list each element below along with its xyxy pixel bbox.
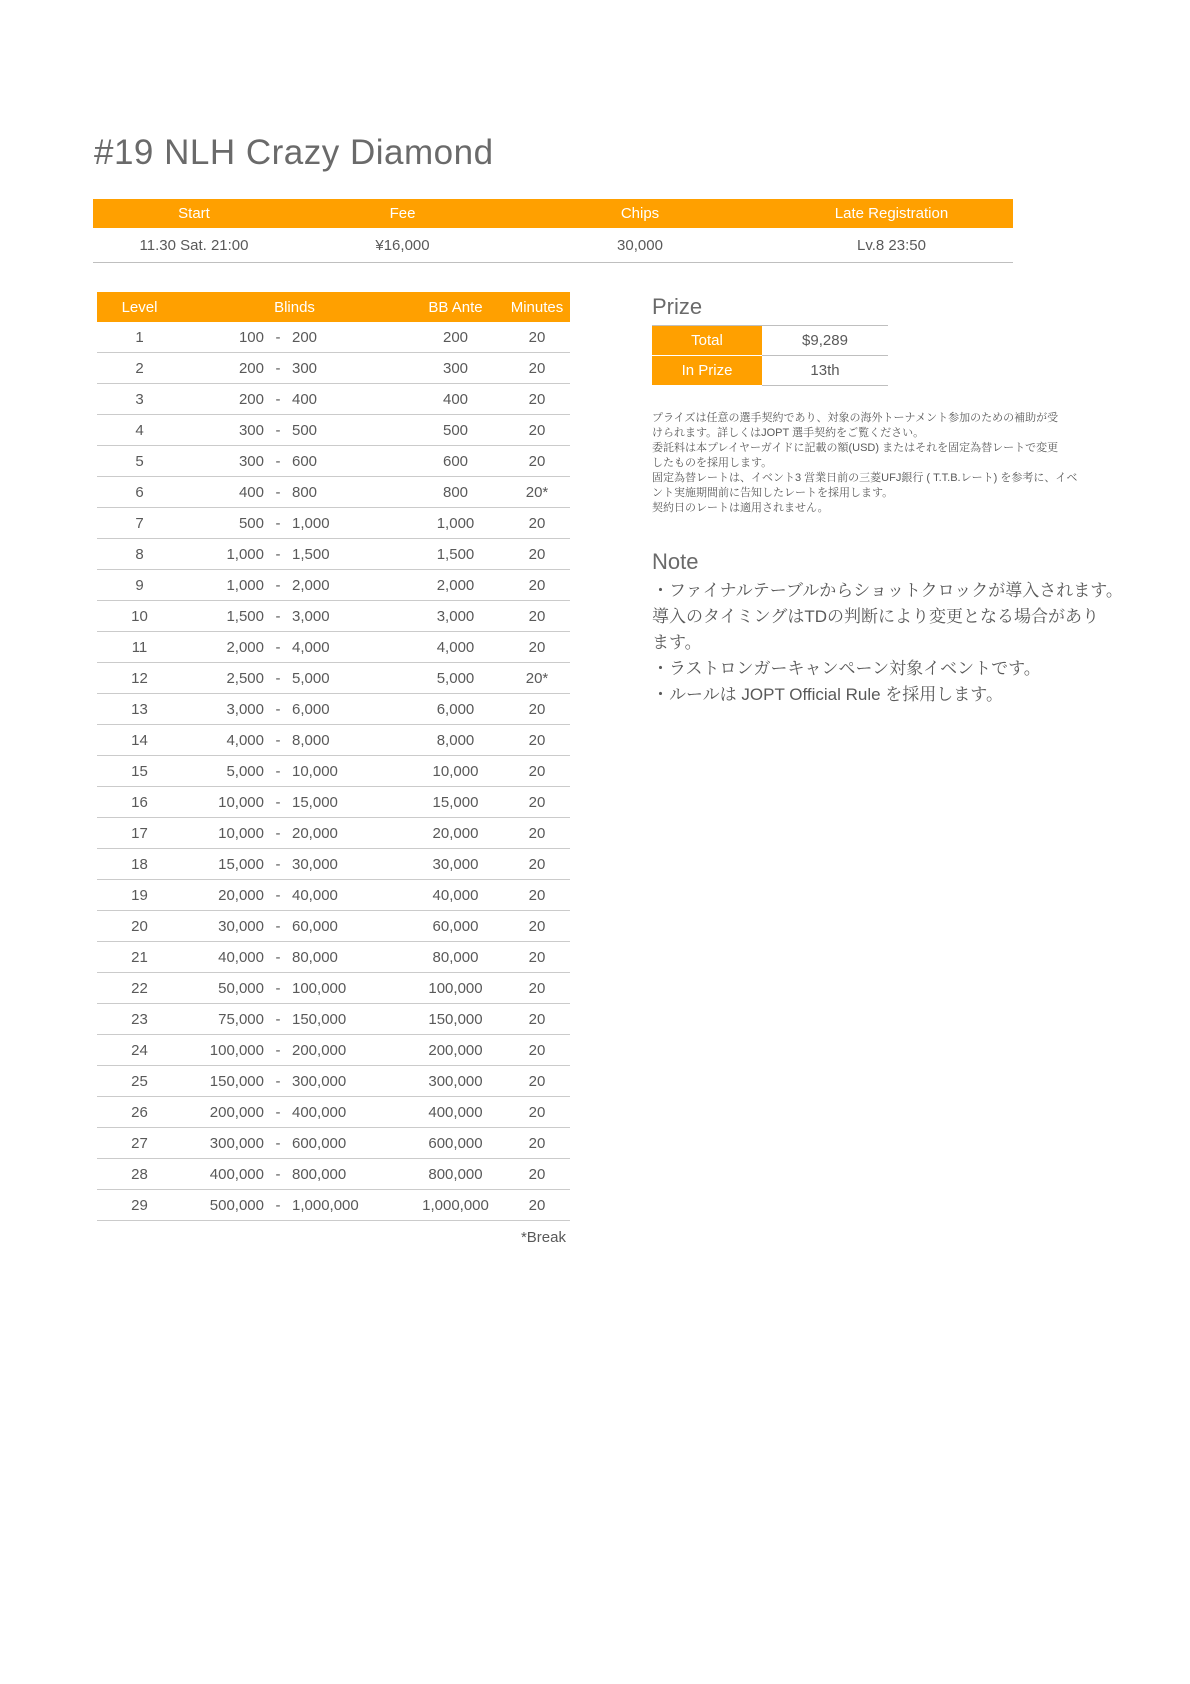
fine-print-line: したものを採用します。 (652, 457, 773, 469)
big-blind-cell: 400 (292, 390, 318, 408)
small-blind-cell: 75,000 (218, 1010, 264, 1028)
blinds-dash: - (275, 390, 281, 408)
big-blind-cell: 600,000 (292, 1134, 347, 1152)
bb-ante-cell: 1,000,000 (422, 1196, 489, 1214)
blinds-dash: - (275, 328, 281, 346)
blinds-table-row (97, 756, 570, 787)
blinds-table-row (97, 1128, 570, 1159)
minutes-cell: 20 (528, 1165, 546, 1183)
minutes-cell: 20 (528, 1010, 546, 1028)
big-blind-cell: 4,000 (292, 638, 330, 656)
prize-row-label: Total (652, 326, 762, 355)
blinds-table-row (97, 1097, 570, 1128)
small-blind-cell: 10,000 (218, 793, 264, 811)
small-blind-cell: 500 (238, 514, 264, 532)
event-title: #19 NLH Crazy Diamond (94, 133, 494, 172)
minutes-cell: 20 (528, 421, 546, 439)
blinds-dash: - (275, 948, 281, 966)
info-value-fee: ¥16,000 (375, 236, 430, 254)
level-cell: 17 (131, 824, 148, 842)
note-line: ・ルールは JOPT Official Rule を採用します。 (652, 685, 1003, 704)
level-cell: 25 (131, 1072, 148, 1090)
level-cell: 28 (131, 1165, 148, 1183)
blinds-header-row (97, 292, 570, 322)
prize-row (652, 356, 888, 386)
bb-ante-cell: 300,000 (428, 1072, 483, 1090)
blinds-dash: - (275, 700, 281, 718)
blinds-dash: - (275, 793, 281, 811)
note-line: ます。 (652, 633, 702, 652)
note-line: 導入のタイミングはTDの判断により変更となる場合があり (652, 607, 1099, 626)
note-line: ・ファイナルテーブルからショットクロックが導入されます。 (652, 581, 1123, 600)
fine-print-line: 固定為替レートは、イベント3 営業日前の三菱UFJ銀行 ( T.T.B.レート) を参考に、イベ (652, 472, 1078, 484)
blinds-table-row (97, 601, 570, 632)
level-cell: 11 (131, 638, 148, 656)
blinds-table-row (97, 663, 570, 694)
level-cell: 7 (135, 514, 144, 532)
prize-table (652, 325, 888, 386)
big-blind-cell: 1,000,000 (292, 1196, 359, 1214)
bb-ante-cell: 200,000 (428, 1041, 483, 1059)
info-header-late-registration: Late Registration (834, 205, 949, 222)
bb-ante-cell: 800,000 (428, 1165, 483, 1183)
blinds-dash: - (275, 452, 281, 470)
level-cell: 9 (135, 576, 144, 594)
prize-fine-print (652, 411, 1112, 516)
blinds-table-row (97, 539, 570, 570)
blinds-table-row (97, 446, 570, 477)
small-blind-cell: 2,000 (226, 638, 264, 656)
level-cell: 8 (135, 545, 144, 563)
bb-ante-cell: 4,000 (436, 638, 475, 656)
fine-print-line: プライズは任意の選手契約であり、対象の海外トーナメント参加のための補助が受 (652, 412, 1059, 424)
blinds-rows (97, 322, 570, 1221)
big-blind-cell: 600 (292, 452, 318, 470)
bb-ante-cell: 150,000 (428, 1010, 483, 1028)
big-blind-cell: 1,500 (292, 545, 330, 563)
minutes-cell: 20 (528, 452, 546, 470)
small-blind-cell: 1,000 (226, 545, 264, 563)
level-cell: 23 (131, 1010, 148, 1028)
minutes-cell: 20 (528, 731, 546, 749)
blinds-dash: - (275, 1041, 281, 1059)
big-blind-cell: 500 (292, 421, 318, 439)
minutes-cell: 20 (528, 1103, 546, 1121)
bb-ante-cell: 10,000 (432, 762, 479, 780)
blinds-table-row (97, 1004, 570, 1035)
level-cell: 3 (135, 390, 144, 408)
small-blind-cell: 150,000 (209, 1072, 264, 1090)
big-blind-cell: 300 (292, 359, 318, 377)
big-blind-cell: 30,000 (292, 855, 338, 873)
bb-ante-cell: 2,000 (436, 576, 475, 594)
minutes-cell: 20 (528, 514, 546, 532)
blinds-dash: - (275, 514, 281, 532)
big-blind-cell: 200 (292, 328, 318, 346)
blinds-structure-table (97, 292, 570, 1253)
blinds-dash: - (275, 607, 281, 625)
small-blind-cell: 300 (238, 421, 264, 439)
level-cell: 26 (131, 1103, 148, 1121)
info-header-fee: Fee (389, 205, 416, 222)
bb-ante-cell: 3,000 (436, 607, 475, 625)
blinds-table-row (97, 818, 570, 849)
small-blind-cell: 4,000 (226, 731, 264, 749)
blinds-dash: - (275, 731, 281, 749)
blinds-dash: - (275, 638, 281, 656)
info-header-chips: Chips (620, 205, 660, 222)
big-blind-cell: 1,000 (292, 514, 330, 532)
blinds-table-row (97, 1159, 570, 1190)
minutes-cell: 20 (528, 700, 546, 718)
prize-row-value: 13th (762, 356, 888, 386)
small-blind-cell: 1,500 (226, 607, 264, 625)
level-cell: 21 (131, 948, 148, 966)
blinds-dash: - (275, 886, 281, 904)
bb-ante-cell: 15,000 (432, 793, 479, 811)
blinds-dash: - (275, 669, 281, 687)
info-value-start: 11.30 Sat. 21:00 (139, 236, 249, 254)
right-column (652, 294, 1123, 708)
big-blind-cell: 80,000 (292, 948, 338, 966)
small-blind-cell: 300,000 (209, 1134, 264, 1152)
big-blind-cell: 800 (292, 483, 318, 501)
level-cell: 18 (131, 855, 148, 873)
blinds-table-row (97, 942, 570, 973)
bb-ante-cell: 100,000 (428, 979, 483, 997)
level-cell: 4 (135, 421, 144, 439)
blinds-dash: - (275, 1072, 281, 1090)
blinds-dash: - (275, 1196, 281, 1214)
note-line: ・ラストロンガーキャンペーン対象イベントです。 (652, 659, 1041, 678)
note-list (652, 578, 1123, 708)
minutes-cell: 20 (528, 359, 546, 377)
bb-ante-cell: 400 (442, 390, 469, 408)
header-bb-ante: BB Ante (428, 298, 483, 316)
bb-ante-cell: 20,000 (432, 824, 479, 842)
bb-ante-cell: 80,000 (432, 948, 479, 966)
blinds-table-row (97, 787, 570, 818)
big-blind-cell: 5,000 (292, 669, 330, 687)
small-blind-cell: 40,000 (218, 948, 264, 966)
minutes-cell: 20 (528, 948, 546, 966)
blinds-table-row (97, 384, 570, 415)
blinds-table-row (97, 632, 570, 663)
blinds-dash: - (275, 855, 281, 873)
prize-row-value: $9,289 (762, 326, 888, 356)
blinds-dash: - (275, 917, 281, 935)
small-blind-cell: 100 (238, 328, 264, 346)
bb-ante-cell: 600,000 (428, 1134, 483, 1152)
small-blind-cell: 10,000 (218, 824, 264, 842)
small-blind-cell: 500,000 (209, 1196, 264, 1214)
blinds-table-row (97, 849, 570, 880)
level-cell: 19 (131, 886, 148, 904)
small-blind-cell: 50,000 (218, 979, 264, 997)
big-blind-cell: 100,000 (292, 979, 347, 997)
minutes-cell: 20 (528, 1041, 546, 1059)
minutes-cell: 20 (528, 824, 546, 842)
blinds-dash: - (275, 1134, 281, 1152)
blinds-dash: - (275, 979, 281, 997)
minutes-cell: 20 (528, 1196, 546, 1214)
fine-print-line: ント実施期間前に告知したレートを採用します。 (652, 487, 894, 499)
blinds-dash: - (275, 359, 281, 377)
blinds-dash: - (275, 762, 281, 780)
minutes-cell: 20 (528, 545, 546, 563)
small-blind-cell: 200,000 (209, 1103, 264, 1121)
blinds-table-row (97, 570, 570, 601)
minutes-cell: 20 (528, 979, 546, 997)
big-blind-cell: 150,000 (292, 1010, 347, 1028)
bb-ante-cell: 800 (442, 483, 469, 501)
small-blind-cell: 400,000 (209, 1165, 264, 1183)
level-cell: 16 (131, 793, 148, 811)
level-cell: 14 (131, 731, 148, 749)
blinds-table-row (97, 415, 570, 446)
header-level: Level (121, 298, 158, 316)
event-info-table (93, 199, 1013, 263)
fine-print-line: けられます。詳しくはJOPT 選手契約をご覧ください。 (652, 427, 925, 439)
blinds-table-row (97, 322, 570, 353)
small-blind-cell: 3,000 (226, 700, 264, 718)
blinds-table-row (97, 694, 570, 725)
blinds-table-row (97, 353, 570, 384)
blinds-table-row (97, 1190, 570, 1221)
minutes-cell: 20 (528, 762, 546, 780)
big-blind-cell: 400,000 (292, 1103, 347, 1121)
level-cell: 24 (131, 1041, 148, 1059)
small-blind-cell: 30,000 (218, 917, 264, 935)
note-heading: Note (652, 549, 699, 574)
blinds-table-row (97, 725, 570, 756)
fine-print-line: 委託料は本プレイヤーガイドに記載の額(USD) またはそれを固定為替レートで変更 (652, 442, 1059, 454)
level-cell: 13 (131, 700, 148, 718)
blinds-table-row (97, 880, 570, 911)
blinds-dash: - (275, 545, 281, 563)
info-header-start: Start (178, 205, 210, 222)
level-cell: 5 (135, 452, 144, 470)
blinds-dash: - (275, 421, 281, 439)
minutes-cell: 20 (528, 576, 546, 594)
break-footnote: *Break (520, 1229, 566, 1246)
big-blind-cell: 10,000 (292, 762, 338, 780)
small-blind-cell: 1,000 (226, 576, 264, 594)
big-blind-cell: 6,000 (292, 700, 330, 718)
small-blind-cell: 20,000 (218, 886, 264, 904)
small-blind-cell: 400 (238, 483, 264, 501)
blinds-table-row (97, 911, 570, 942)
bb-ante-cell: 1,500 (436, 545, 475, 563)
minutes-cell: 20 (528, 1072, 546, 1090)
prize-row (652, 326, 888, 356)
minutes-cell: 20 (528, 886, 546, 904)
blinds-table-row (97, 1066, 570, 1097)
info-value-late-registration: Lv.8 23:50 (857, 236, 926, 254)
blinds-dash: - (275, 483, 281, 501)
bb-ante-cell: 5,000 (436, 669, 475, 687)
big-blind-cell: 60,000 (292, 917, 338, 935)
minutes-cell: 20 (528, 390, 546, 408)
bb-ante-cell: 1,000 (436, 514, 475, 532)
minutes-cell: 20* (525, 483, 549, 501)
big-blind-cell: 3,000 (292, 607, 330, 625)
level-cell: 15 (131, 762, 148, 780)
bb-ante-cell: 30,000 (432, 855, 479, 873)
level-cell: 29 (131, 1196, 148, 1214)
level-cell: 10 (131, 607, 148, 625)
minutes-cell: 20 (528, 328, 546, 346)
blinds-table-row (97, 477, 570, 508)
minutes-cell: 20 (528, 855, 546, 873)
prize-heading: Prize (652, 294, 703, 319)
bb-ante-cell: 300 (442, 359, 469, 377)
small-blind-cell: 200 (238, 359, 264, 377)
prize-row-label: In Prize (652, 356, 762, 385)
blinds-dash: - (275, 1010, 281, 1028)
big-blind-cell: 2,000 (292, 576, 330, 594)
bb-ante-cell: 200 (442, 328, 469, 346)
level-cell: 6 (135, 483, 144, 501)
level-cell: 2 (135, 359, 144, 377)
bb-ante-cell: 6,000 (436, 700, 475, 718)
blinds-dash: - (275, 576, 281, 594)
small-blind-cell: 200 (238, 390, 264, 408)
blinds-dash: - (275, 824, 281, 842)
minutes-cell: 20 (528, 607, 546, 625)
small-blind-cell: 5,000 (226, 762, 264, 780)
bb-ante-cell: 500 (442, 421, 469, 439)
bb-ante-cell: 400,000 (428, 1103, 483, 1121)
minutes-cell: 20 (528, 793, 546, 811)
info-value-chips: 30,000 (617, 236, 663, 254)
big-blind-cell: 20,000 (292, 824, 338, 842)
minutes-cell: 20* (525, 669, 549, 687)
level-cell: 20 (131, 917, 148, 935)
big-blind-cell: 300,000 (292, 1072, 347, 1090)
minutes-cell: 20 (528, 1134, 546, 1152)
small-blind-cell: 300 (238, 452, 264, 470)
blinds-table-row (97, 1035, 570, 1066)
level-cell: 12 (131, 669, 148, 687)
blinds-dash: - (275, 1165, 281, 1183)
header-blinds: Blinds (274, 298, 315, 316)
big-blind-cell: 40,000 (292, 886, 338, 904)
small-blind-cell: 2,500 (226, 669, 264, 687)
minutes-cell: 20 (528, 917, 546, 935)
minutes-cell: 20 (528, 638, 546, 656)
bb-ante-cell: 40,000 (432, 886, 479, 904)
event-info-header-row (93, 199, 1013, 228)
level-cell: 22 (131, 979, 148, 997)
small-blind-cell: 15,000 (218, 855, 264, 873)
event-info-value-row (93, 228, 1013, 263)
bb-ante-cell: 8,000 (436, 731, 475, 749)
fine-print-line: 契約日のレートは適用されません。 (652, 502, 829, 514)
level-cell: 1 (135, 328, 144, 346)
big-blind-cell: 15,000 (292, 793, 338, 811)
big-blind-cell: 8,000 (292, 731, 330, 749)
header-minutes: Minutes (510, 298, 564, 316)
bb-ante-cell: 600 (442, 452, 469, 470)
small-blind-cell: 100,000 (209, 1041, 264, 1059)
level-cell: 27 (131, 1134, 148, 1152)
blinds-dash: - (275, 1103, 281, 1121)
bb-ante-cell: 60,000 (432, 917, 479, 935)
blinds-table-row (97, 508, 570, 539)
big-blind-cell: 200,000 (292, 1041, 347, 1059)
blinds-table-row (97, 973, 570, 1004)
big-blind-cell: 800,000 (292, 1165, 347, 1183)
